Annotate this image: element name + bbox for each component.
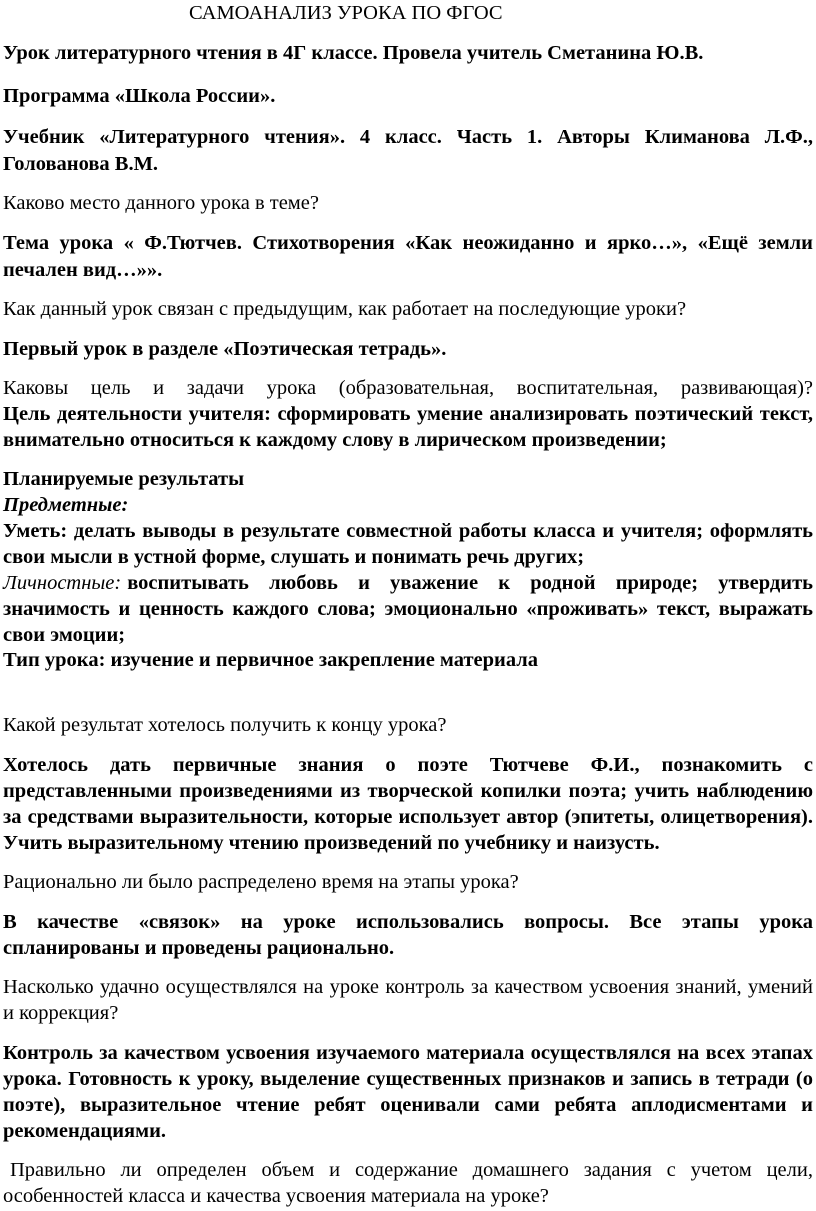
personal-line-3: свои эмоции; [3,624,126,646]
textbook-line-1: Учебник «Литературного чтения». 4 класс. Часть 1. Авторы Климанова Л.Ф., [3,126,813,148]
result-line-1: Хотелось дать первичные знания о поэте Тютчеве Ф.И., познакомить с [3,754,813,776]
textbook-line-2: Голованова В.М. [3,153,159,175]
control-line-3: поэте), выразительное чтение ребят оценивали сами ребята аплодисментами и [3,1094,813,1116]
time-line-2: спланированы и проведены рационально. [3,937,395,959]
document-title: САМОАНАЛИЗ УРОКА ПО ФГОС [189,2,503,24]
personal-line-2: значимость и ценность каждого слова; эмоционально «проживать» текст, выражать [3,598,813,620]
topic-line-2: печален вид…»». [3,259,163,281]
time-line-1: В качестве «связок» на уроке использовались вопросы. Все этапы урока [3,911,813,933]
result-line-3: за средствами выразительности, которые использует автор (эпитеты, олицетворения). [3,806,813,828]
planned-results-heading: Планируемые результаты [3,468,245,490]
question-goal: Каковы цель и задачи урока (образовательная, воспитательная, развивающая)? [3,377,813,399]
control-line-2: урока. Готовность к уроку, выделение существенных признаков и запись в тетради (о [3,1068,813,1090]
program-line: Программа «Школа России». [3,85,276,107]
topic-line-1: Тема урока « Ф.Тютчев. Стихотворения «Как неожиданно и ярко…», «Ещё земли [3,232,813,254]
question-control-2: и коррекция? [3,1002,119,1024]
question-time: Рационально ли было распределено время на этапы урока? [3,871,519,893]
personal-results-label: Личностные: [3,572,122,594]
control-line-1: Контроль за качеством усвоения изучаемого материала осуществлялся на всех этапах [3,1042,813,1064]
subject-results-label: Предметные: [3,494,129,516]
goal-line-1: Цель деятельности учителя: сформировать умение анализировать поэтический текст, [3,403,813,425]
question-link: Как данный урок связан с предыдущим, как работает на последующие уроки? [3,298,687,320]
question-place: Каково место данного урока в теме? [3,192,319,214]
question-result: Какой результат хотелось получить к концу урока? [3,714,447,736]
control-line-4: рекомендациями. [3,1120,167,1142]
lesson-type: Тип урока: изучение и первичное закрепление материала [3,649,539,671]
result-line-4: Учить выразительному чтению произведений по учебнику и наизусть. [3,832,660,854]
personal-line-1 [3,570,813,596]
goal-line-2: внимательно относиться к каждому слову в лирическом произведении; [3,429,667,451]
question-homework-2: особенностей класса и качества усвоения материала на уроке? [3,1185,549,1207]
question-homework-1: Правильно ли определен объем и содержание домашнего задания с учетом цели, [10,1159,813,1181]
personal-text-1: воспитывать любовь и уважение к родной природе; утвердить [127,572,813,594]
answer-link: Первый урок в разделе «Поэтическая тетрадь». [3,338,447,360]
lesson-line: Урок литературного чтения в 4Г классе. Провела учитель Сметанина Ю.В. [3,42,704,64]
skills-line-2: свои мысли в устной форме, слушать и понимать речь других; [3,546,585,568]
result-line-2: представленными произведениями из творческой копилки поэта; учить наблюдению [3,780,813,802]
question-control-1: Насколько удачно осуществлялся на уроке контроль за качеством усвоения знаний, умений [3,976,813,998]
skills-line-1: Уметь: делать выводы в результате совместной работы класса и учителя; оформлять [3,520,813,542]
